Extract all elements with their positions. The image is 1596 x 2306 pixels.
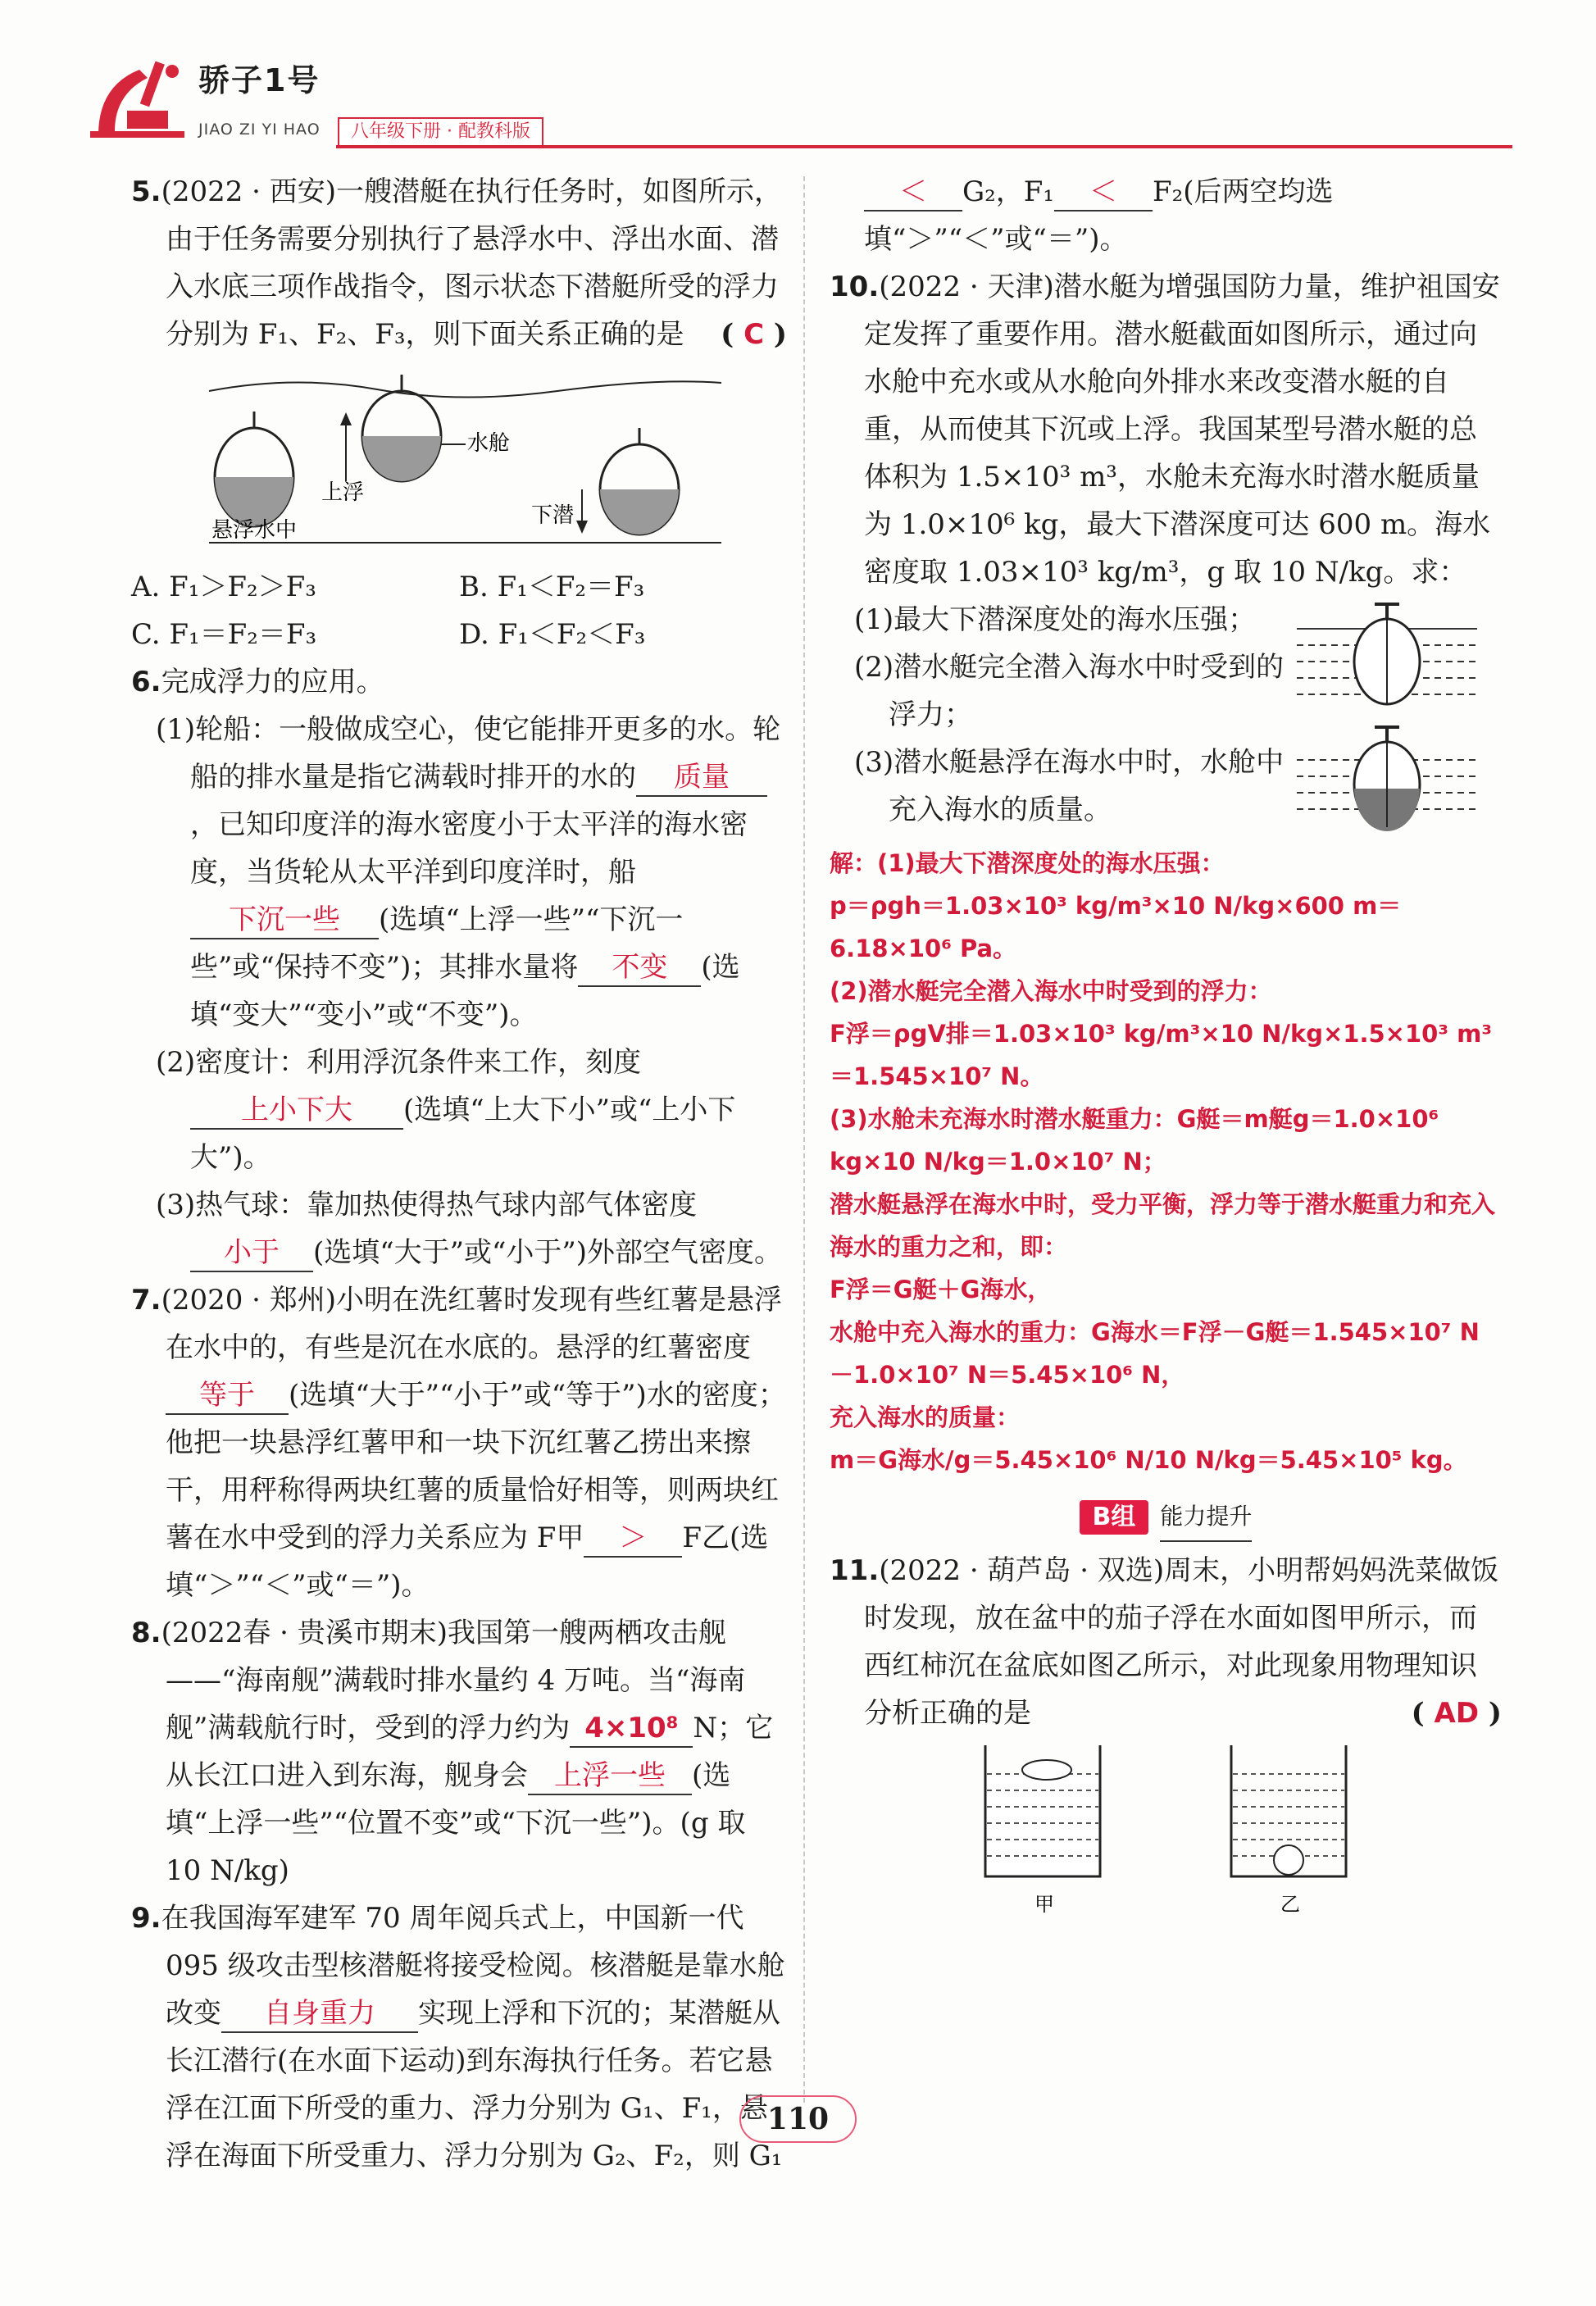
answer-blank: 不变 [578,949,701,987]
microscope-logo-icon [90,53,189,143]
solution-line: (2)潜水艇完全潜入海水中时受到的浮力： [830,977,1272,1005]
solution-line: m＝G海水/g＝5.45×10⁶ N/10 N/kg＝5.45×10⁵ kg。 [830,1446,1467,1474]
group-heading [830,1493,1502,1542]
text: 在我国海军建军 70 周年阅兵式上，中国新一代 095 级攻击型核潜艇将接受检阅。核潜艇是靠水舱改变 [161,1902,785,2030]
text: F乙(选填“＞”“＜”或“＝”)。 [166,1521,769,1602]
basin-b [1231,1745,1346,1916]
solution [830,842,1502,1481]
question-text: (2022 · 西安)一艘潜艇在执行任务时，如图所示，由于任务需要分别执行了悬浮水中、浮出水面、潜入水底三项作战指令，图示状态下潜艇所受的浮力分别为 F₁、F₂、F₃，则下面关系正确的是 [161,175,783,351]
options [131,563,787,658]
text: 实现上浮和下沉的；某潜艇从长江潜行(在水面下运动)到东海执行任务。若它悬浮在江面下所受的重力、浮力分别为 G₁、F₁，悬浮在海面下所受重力、浮力分别为 G₂、F₂，则 G₁ [166,1997,783,2172]
solution-line: 解：(1)最大下潜深度处的海水压强： [830,849,1225,877]
text: (2022春 · 贵溪市期末)我国第一艘两栖攻击舰——“海南舰”满载时排水量约 4 万吨。当“海南舰”满载航行时，受到的浮力约为 [161,1617,746,1744]
question-number: 7. [131,1284,161,1317]
question-number: 5. [131,175,161,208]
submarine-icon [362,375,441,481]
answer-blank: 上浮一些 [528,1758,692,1795]
option-c: C. F₁＝F₂＝F₃ [131,618,317,651]
choice-answer: ( C ) [721,318,787,351]
text: (选填“上浮一些”“下沉一些”或“保持不变”)；其排水量将 [190,903,684,984]
question-7 [131,1276,787,1609]
question-number: 6. [131,666,161,698]
question-number: 9. [131,1902,161,1935]
text: (选填“大于”或“小于”)外部空气密度。 [313,1236,783,1269]
answer-blank: 小于 [190,1235,313,1272]
question-11 [830,1547,1502,1932]
question-10 [830,263,1502,1481]
solution-line: 充入海水的质量： [830,1403,1021,1431]
tomato-icon [1274,1845,1303,1875]
text: (2)密度计：利用浮沉条件来工作，刻度 [156,1046,642,1079]
answer-letter: C [743,318,765,351]
question-9-continued [830,168,1502,263]
page-header [90,45,1512,152]
answer-blank: 自身重力 [221,1995,418,2033]
option-a: A. F₁＞F₂＞F₃ [131,571,316,603]
answer-blank: 等于 [166,1377,289,1415]
sub-question: (3)潜水艇悬浮在海水中时，水舱中充入海水的质量。 [854,746,1285,826]
option-b: B. F₁＜F₂＝F₃ [459,571,645,603]
header-rule [336,145,1512,148]
label-float: 悬浮水中 [211,518,298,543]
answer-blank: 上小下大 [190,1092,403,1130]
question-8 [131,1609,787,1894]
left-column [131,168,787,2180]
basin-a [985,1745,1100,1916]
text: G₂，F₁ [962,175,1055,208]
page-number-text: 110 [739,2095,857,2143]
solution-line: F浮＝ρgV排＝1.03×10³ kg/m³×10 N/kg×1.5×10³ m³＝1.545×10⁷ N。 [830,1020,1493,1090]
label-b: 乙 [1280,1893,1300,1916]
question-number: 10. [830,271,880,303]
answer-blank: ＞ [584,1520,682,1558]
group-badge: B组 [1080,1500,1149,1535]
submarine-diagram [131,358,787,563]
text: F₂(后两空均选填“＞”“＜”或“＝”)。 [864,175,1334,256]
basin-figure [830,1737,1502,1917]
label-down: 下潜 [531,503,575,528]
eggplant-icon [1022,1760,1071,1780]
right-column [830,168,1502,1932]
text: (选填“上浮一些”“位置不变”或“下沉一些”)。(g 取 10 N/kg) [166,1759,746,1887]
solution-line: F浮＝G艇＋G海水， [830,1276,1052,1303]
answer-blank: 下沉一些 [190,902,379,939]
solution-line: 水舱中充入海水的重力：G海水＝F浮－G艇＝1.545×10⁷ N－1.0×10⁷ N＝5.45×10⁶ N， [830,1318,1480,1389]
text: (2020 · 郑州)小明在洗红薯时发现有些红薯是悬浮在水中的，有些是沉在水底的。悬浮的红薯密度 [161,1284,783,1364]
grade-tag: 八年级下册 · 配教科版 [338,117,543,148]
text: (3)热气球：靠加热使得热气球内部气体密度 [156,1189,698,1221]
question-number: 8. [131,1617,161,1649]
subquestions-with-figure [830,596,1502,842]
label-tank: 水舱 [467,431,511,456]
sub-question: (1)最大下潜深度处的海水压强； [854,603,1257,636]
choice-answer: ( AD ) [1411,1697,1502,1730]
text: (选填“变大”“变小”或“不变”)。 [190,951,740,1031]
answer-blank: 质量 [636,759,767,797]
text: ，已知印度洋的海水密度小于太平洋的海水密度，当货轮从太平洋到印度洋时，船 [190,808,748,889]
solution-line: (3)水舱未充海水时潜水艇重力：G艇＝m艇g＝1.0×10⁶ kg×10 N/kg＝1.0×10⁷ N； [830,1105,1439,1176]
question-number: 11. [830,1554,880,1587]
label-up: 上浮 [321,480,365,505]
answer-blank: ＜ [864,174,962,211]
column-divider [803,176,805,2103]
text: (选填“大于”“小于”或“等于”)水的密度；他把一块悬浮红薯甲和一块下沉红薯乙捞出来擦干，用秤称得两块红薯的质量恰好相等，则两块红薯在水中受到的浮力关系应为 F甲 [166,1379,786,1554]
solution-line: p＝ρgh＝1.03×10³ kg/m³×10 N/kg×600 m＝6.18×10⁶ Pa。 [830,892,1402,962]
answer-blank: 4×10⁸ [570,1710,693,1748]
brand-title: 骄子1号 [198,62,321,98]
solution-line: 潜水艇悬浮在海水中时，受力平衡，浮力等于潜水艇重力和充入海水的重力之和，即： [830,1190,1496,1261]
submarine-icon [600,428,679,534]
question-title: 完成浮力的应用。 [161,666,384,698]
brand-pinyin: JIAO ZI YI HAO [198,121,321,139]
question-text: (2022 · 天津)潜水艇为增强国防力量，维护祖国安定发挥了重要作用。潜水艇截面如图所示，通过向水舱中充水或从水舱向外排水来改变潜水艇的自重，从而使其下沉或上浮。我国某型号潜水艇的总体积为 1.5×10³ m³，水舱未充海水时潜水艇质量为 1.0×10⁶ kg，最大下潜深度可达 600 m。海水密度取 1.03×10³ kg/m³，g 取 10 N/kg。求： [864,271,1500,589]
submarine-icon [215,412,293,526]
text: N；它从长江口进入到东海，舰身会 [166,1712,774,1792]
text: (选填“上大下小”或“上小下大”)。 [190,1094,736,1174]
question-text: (2022 · 葫芦岛 · 双选)周末，小明帮妈妈洗菜做饭时发现，放在盆中的茄子浮在水面如图甲所示，而西红柿沉在盆底如图乙所示，对此现象用物理知识分析正确的是 [864,1554,1499,1730]
question-5 [131,168,787,658]
text: (1)轮船：一般做成空心，使它能排开更多的水。轮船的排水量是指它满载时排开的水的 [156,713,781,794]
answer-blank: ＜ [1054,174,1153,211]
question-6 [131,658,787,1276]
submarine-section-figure [1289,596,1485,842]
page-number [0,2095,1596,2143]
group-label: 能力提升 [1160,1493,1252,1542]
answer-letter: AD [1434,1697,1480,1730]
label-a: 甲 [1034,1893,1054,1916]
sub-question: (2)潜水艇完全潜入海水中时受到的浮力； [854,651,1285,731]
option-d: D. F₁＜F₂＜F₃ [459,618,646,651]
